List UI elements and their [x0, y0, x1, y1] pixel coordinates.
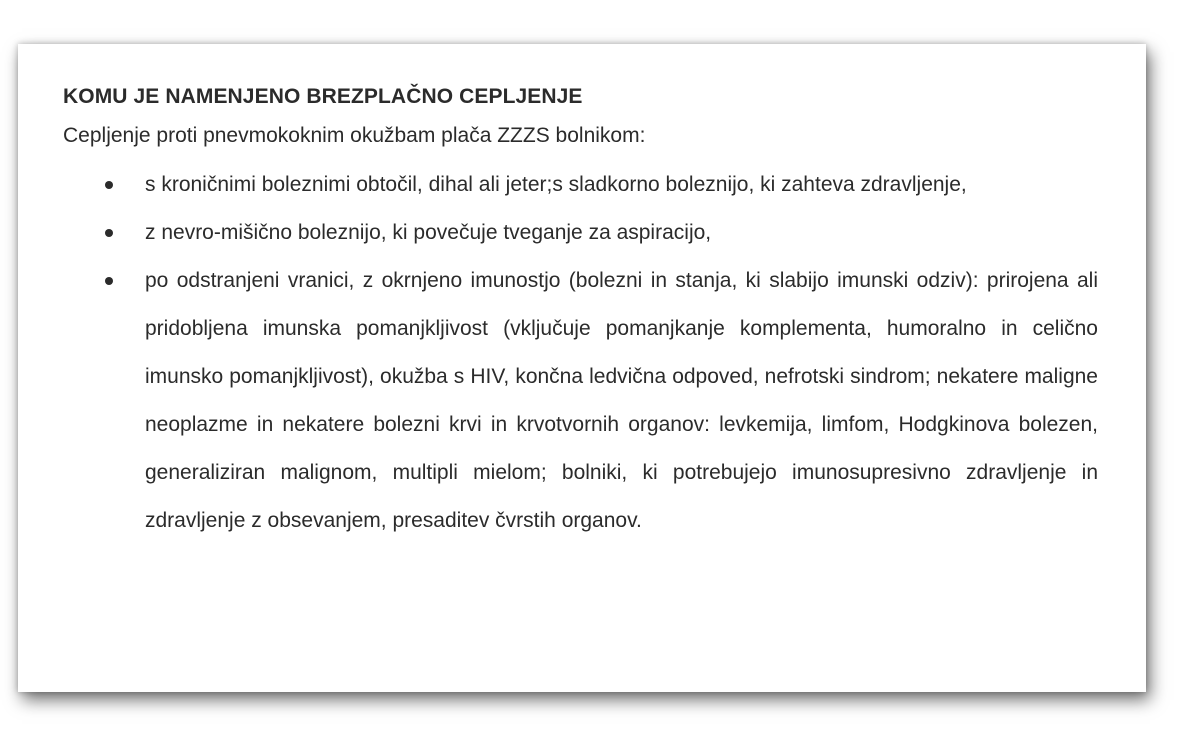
bullet-icon	[105, 181, 113, 189]
list-item	[63, 161, 1098, 209]
bullet-list	[63, 161, 1098, 545]
section-heading: KOMU JE NAMENJENO BREZPLAČNO CEPLJENJE	[63, 85, 583, 108]
intro-text: Cepljenje proti pnevmokoknim okužbam plača ZZZS bolnikom:	[63, 124, 646, 147]
list-item	[63, 209, 1098, 257]
bullet-icon	[105, 277, 113, 285]
list-item	[63, 257, 1098, 545]
list-item-text: z nevro-mišično boleznijo, ki povečuje tveganje za aspiracijo,	[145, 221, 712, 244]
bullet-icon	[105, 229, 113, 237]
list-item-text: po odstranjeni vranici, z okrnjeno imunostjo (bolezni in stanja, ki slabijo imunski odziv): prirojena ali pridobljena imunska pomanjkljivost (vključuje pomanjkanje komplementa, humoralno in celično imunsko pomanjkljivost), okužba s HIV, končna ledvična odpoved, nefrotski sindrom; nekatere maligne neoplazme in nekatere bolezni krvi in krvotvornih organov: levkemija, limfom, Hodgkinova bolezen, generaliziran malignom, multipli mielom; bolniki, ki potrebujejo imunosupresivno zdravljenje in zdravljenje z obsevanjem, presaditev čvrstih organov.	[145, 269, 1098, 532]
document-content	[63, 84, 1098, 545]
document-page	[18, 44, 1146, 692]
list-item-text: s kroničnimi boleznimi obtočil, dihal ali jeter;s sladkorno boleznijo, ki zahteva zdravljenje,	[145, 173, 967, 196]
